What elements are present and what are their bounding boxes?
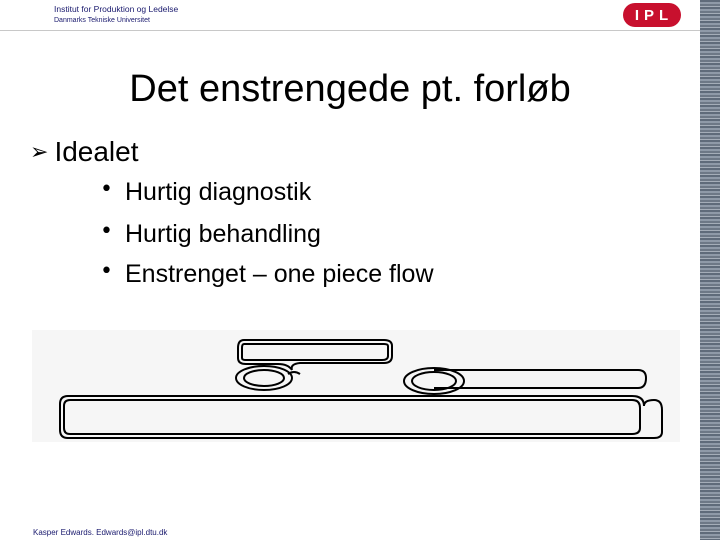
bullet-item bbox=[100, 260, 434, 289]
header-divider bbox=[0, 30, 720, 31]
bullet-text: Hurtig behandling bbox=[124, 220, 321, 248]
slide-title: Det enstrengede pt. forløb bbox=[129, 68, 571, 110]
bullet-text: Hurtig diagnostik bbox=[124, 178, 312, 206]
round-bullet-icon: • bbox=[100, 219, 113, 244]
bullet-text: Enstrenget – one piece flow bbox=[124, 260, 434, 288]
single-stream-flow-diagram bbox=[32, 330, 680, 442]
bullet-item bbox=[100, 220, 321, 249]
round-bullet-icon: • bbox=[100, 177, 113, 202]
round-bullet-icon: • bbox=[100, 259, 113, 284]
decorative-side-strip bbox=[700, 0, 720, 540]
footer-author: Kasper Edwards. Edwards@ipl.dtu.dk bbox=[33, 528, 168, 537]
diagram-background bbox=[32, 330, 680, 442]
heading-bullet bbox=[30, 136, 139, 168]
bullet-item bbox=[100, 178, 311, 207]
institute-name: Institut for Produktion og Ledelse bbox=[54, 4, 179, 14]
university-name: Danmarks Tekniske Universitet bbox=[54, 17, 150, 24]
arrow-bullet-icon: ➢ bbox=[30, 139, 49, 165]
heading-text: Idealet bbox=[54, 136, 139, 167]
ipl-logo: IPL bbox=[623, 3, 681, 27]
